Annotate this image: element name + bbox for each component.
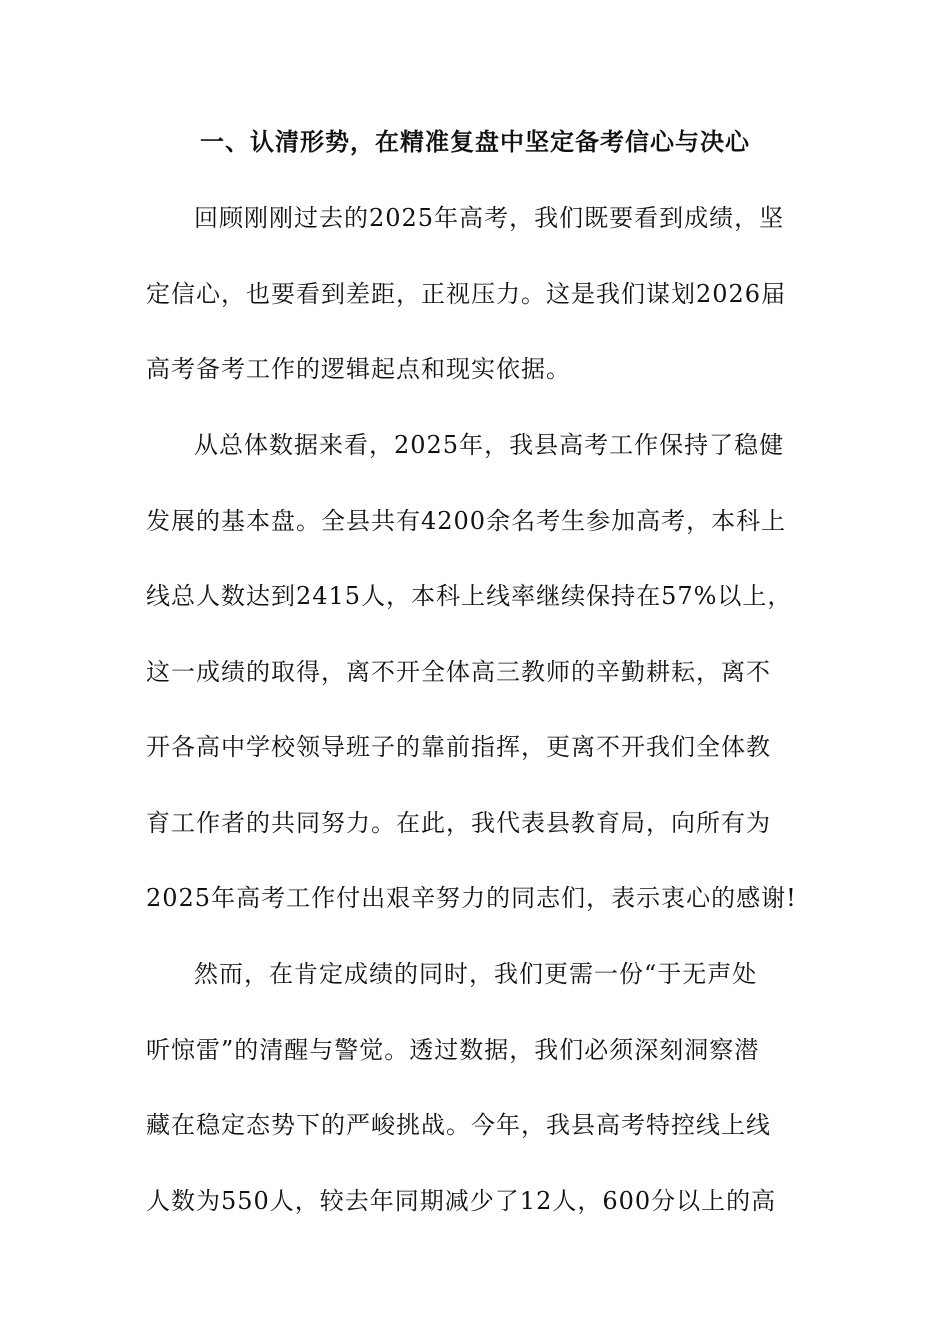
paragraph-1-line-2: 定信心，也要看到差距，正视压力。这是我们谋划2026届 (146, 280, 787, 308)
section-heading: 一、认清形势，在精准复盘中坚定备考信心与决心 (200, 127, 750, 156)
paragraph-3-line-2: 听惊雷”的清醒与警觉。透过数据，我们必须深刻洞察潜 (146, 1036, 760, 1064)
paragraph-2-line-3: 线总人数达到2415人，本科上线率继续保持在57%以上， (146, 582, 793, 610)
paragraph-2-line-4: 这一成绩的取得，离不开全体高三教师的辛勤耕耘，离不 (146, 658, 771, 686)
paragraph-2-line-6: 育工作者的共同努力。在此，我代表县教育局，向所有为 (146, 809, 771, 837)
paragraph-1-line-1: 回顾刚刚过去的2025年高考，我们既要看到成绩，坚 (194, 204, 785, 232)
paragraph-2-line-2: 发展的基本盘。全县共有4200余名考生参加高考，本科上 (146, 507, 787, 535)
paragraph-2-line-5: 开各高中学校领导班子的靠前指挥，更离不开我们全体教 (146, 733, 771, 761)
paragraph-1-line-3: 高考备考工作的逻辑起点和现实依据。 (146, 355, 571, 383)
paragraph-2-line-1: 从总体数据来看，2025年，我县高考工作保持了稳健 (194, 431, 785, 459)
paragraph-3-line-1: 然而，在肯定成绩的同时，我们更需一份“于无声处 (194, 960, 758, 988)
paragraph-2-line-7: 2025年高考工作付出艰辛努力的同志们，表示衷心的感谢! (146, 884, 797, 912)
paragraph-3-line-3: 藏在稳定态势下的严峻挑战。今年，我县高考特控线上线 (146, 1111, 771, 1139)
paragraph-3-line-4: 人数为550人，较去年同期减少了12人，600分以上的高 (146, 1187, 777, 1215)
